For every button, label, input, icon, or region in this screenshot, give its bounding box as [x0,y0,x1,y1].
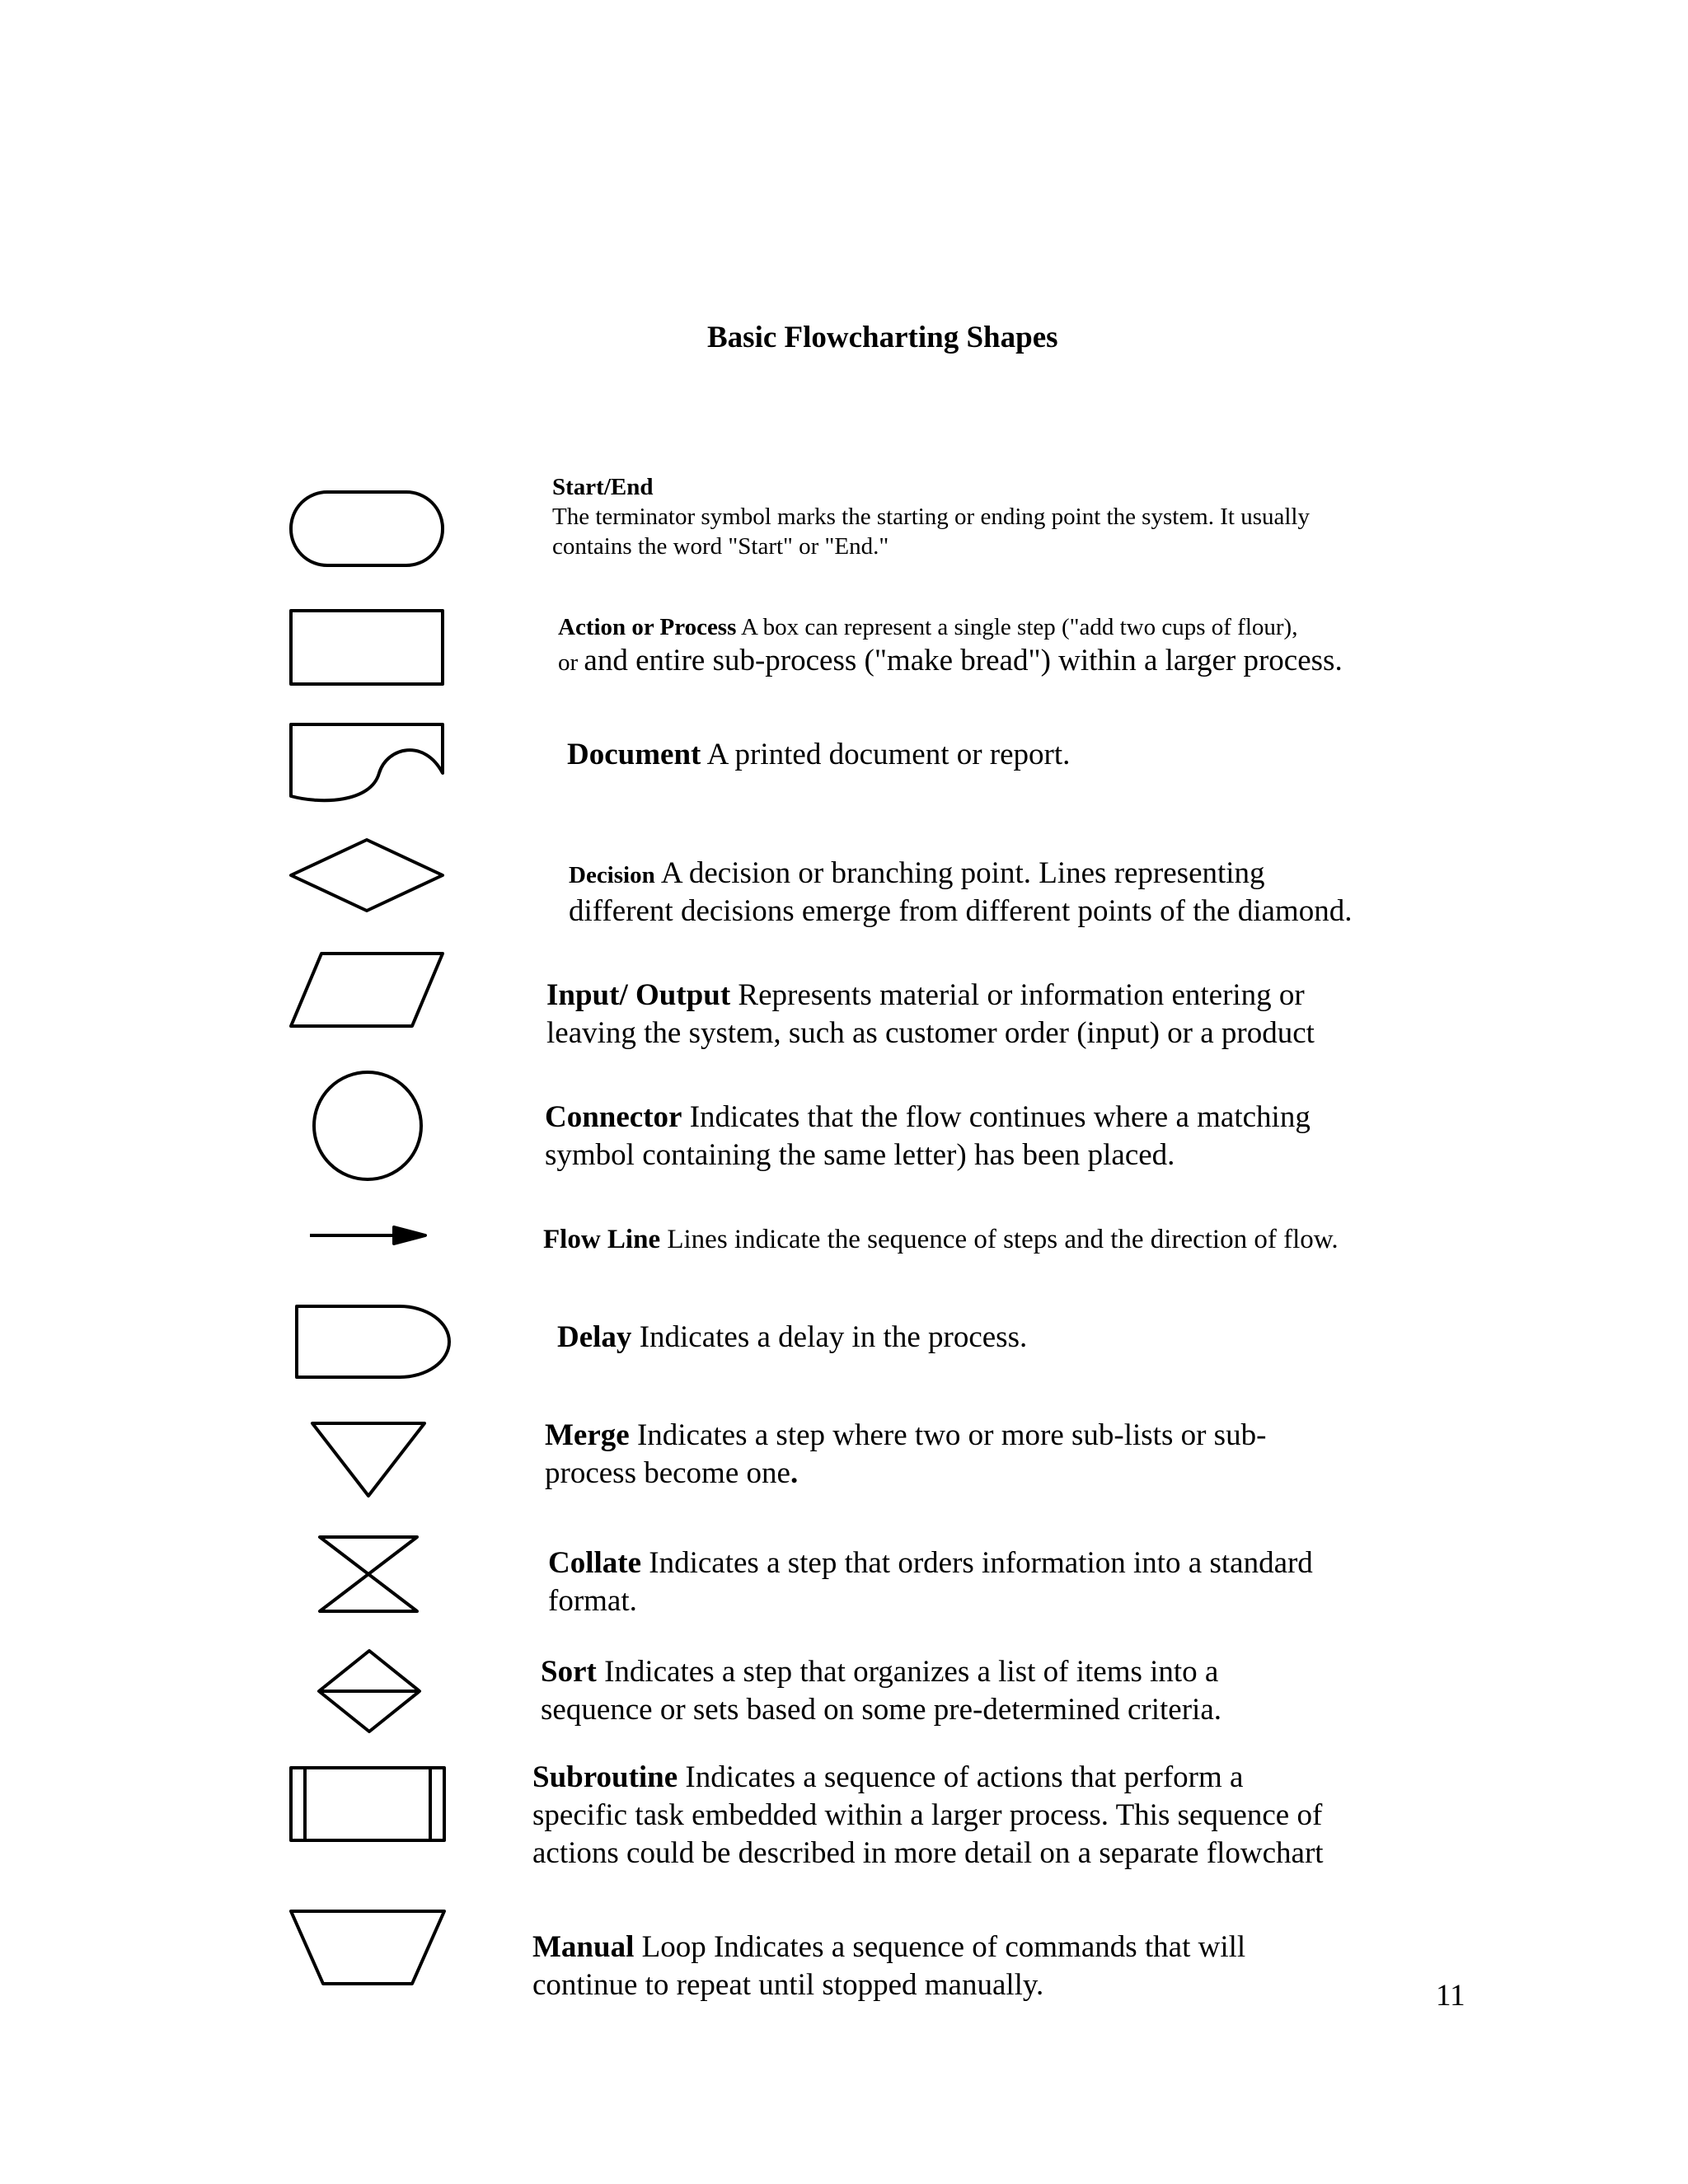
shape-name: Collate [548,1546,642,1580]
start-end-description [552,472,1310,561]
description-line: Indicates a sequence of actions that perform a [678,1760,1244,1794]
page-number: 11 [1436,1979,1465,2013]
process-box-icon [288,608,445,687]
collate-description [548,1544,1313,1620]
document-description [567,736,1070,774]
description-line: continue to repeat until stopped manually. [532,1968,1044,2002]
description-line: A decision or branching point. Lines representing [654,856,1265,890]
delay-description [557,1319,1027,1357]
sort-icon [316,1648,422,1734]
connector-circle-icon [312,1070,424,1182]
merge-description [545,1417,1266,1493]
sort-description [541,1653,1221,1729]
subroutine-description [532,1759,1324,1872]
shape-name: Decision [569,862,655,888]
manual-loop-trapezoid-icon [288,1909,447,1986]
decision-description [569,855,1352,930]
description-line: different decisions emerge from different points of the diamond. [569,894,1353,928]
description-line: Loop Indicates a sequence of commands that will [634,1930,1246,1964]
shape-name: Input/ Output [546,978,731,1012]
description-line: The terminator symbol marks the starting or ending point the system. It usually [552,504,1310,530]
terminator-icon [288,490,445,568]
flow-line-description [543,1223,1339,1256]
description-line: Indicates a step that orders information into a standard [641,1546,1313,1580]
shape-name: Manual [532,1930,635,1964]
shape-name: Merge [545,1418,630,1452]
description-line: format. [548,1584,637,1618]
shape-name: Action or Process [558,614,737,640]
description-line: Lines indicate the sequence of steps and the direction of flow. [660,1225,1339,1254]
shape-name: Start/End [552,474,654,500]
manual-loop-description [532,1929,1245,2004]
action-process-description [558,612,1343,680]
description-line: process become one [545,1456,790,1490]
description-line: Indicates a delay in the process. [631,1320,1028,1354]
shape-name: Delay [557,1320,632,1354]
description-line: Represents material or information entering or [730,978,1305,1012]
description-line: symbol containing the same letter) has been placed. [545,1138,1175,1172]
description-line: sequence or sets based on some pre-determined criteria. [541,1693,1221,1727]
description-line: A box can represent a single step ("add two cups of flour), [736,614,1298,640]
shape-name: Flow Line [543,1225,661,1254]
input-output-parallelogram-icon [288,951,445,1029]
collate-icon [317,1535,420,1614]
subroutine-icon [288,1765,447,1843]
shape-name: Sort [541,1655,597,1689]
decision-diamond-icon [288,837,445,913]
delay-icon [294,1304,452,1380]
connector-description [545,1099,1311,1174]
description-line: Indicates that the flow continues where a matching [682,1100,1311,1134]
input-output-description [546,977,1315,1052]
shape-name: Connector [545,1100,682,1134]
shape-name: Document [567,738,701,771]
description-line: contains the word "Start" or "End." [552,533,889,560]
description-line: leaving the system, such as customer order (input) or a product [546,1016,1315,1050]
description-line: actions could be described in more detail on a separate flowchart [532,1836,1324,1870]
shape-name: Subroutine [532,1760,678,1794]
flow-line-arrow-icon [308,1223,429,1248]
description-line: and entire sub-process ("make bread") within a larger process. [584,644,1343,677]
description-line: A printed document or report. [701,738,1071,771]
page-title: Basic Flowcharting Shapes [707,321,1058,354]
description-line: specific task embedded within a larger process. This sequence of [532,1798,1323,1832]
description-prefix: or [558,649,584,676]
merge-triangle-icon [310,1421,427,1498]
description-tail: . [790,1456,799,1490]
description-line: Indicates a step where two or more sub-lists or sub- [629,1418,1267,1452]
document-icon [288,722,445,801]
description-line: Indicates a step that organizes a list of items into a [596,1655,1219,1689]
